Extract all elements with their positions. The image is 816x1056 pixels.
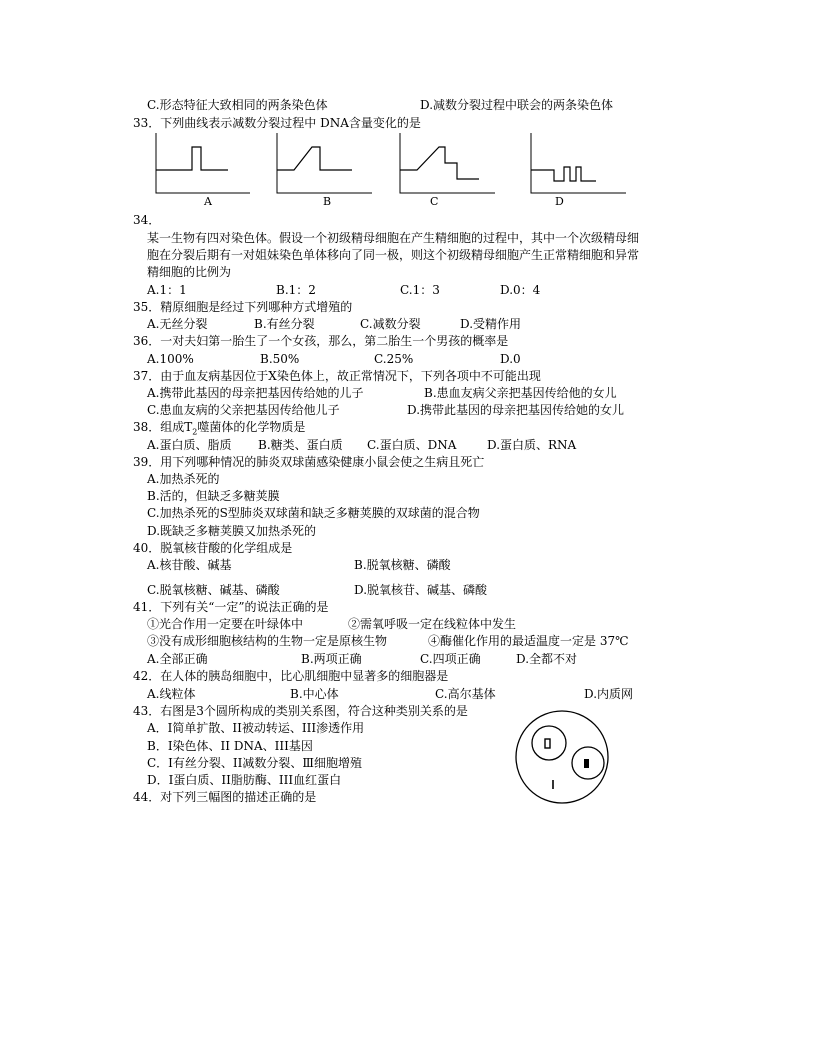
q43-option-c: C．I有丝分裂、II减数分裂、Ⅲ细胞增殖 xyxy=(147,756,362,770)
q32-option-c: C.形态特征大致相同的两条染色体 xyxy=(147,98,328,112)
q41-statement-2: ②需氧呼吸一定在线粒体中发生 xyxy=(348,617,517,631)
q39-option-c: C.加热杀死的S型肺炎双球菌和缺乏多糖荚膜的双球菌的混合物 xyxy=(147,506,480,520)
q41-statement-1: ①光合作用一定要在叶绿体中 xyxy=(147,617,304,631)
q34-stem-line3: 精细胞的比例为 xyxy=(147,265,232,279)
q34-stem-line2: 胞在分裂后期有一对姐妹染色单体移向了同一极，则这个初级精母细胞产生正常精细胞和异常 xyxy=(147,248,640,262)
q42-option-d: D.内质网 xyxy=(584,687,634,701)
q34-stem-line1: 某一生物有四对染色体。假设一个初级精母细胞在产生精细胞的过程中，其中一个次级精母细 xyxy=(147,231,640,245)
q39-option-a: A.加热杀死的 xyxy=(147,472,220,486)
q33-label-d: D xyxy=(555,195,564,208)
q43-option-a: A．I简单扩散、II被动转运、III渗透作用 xyxy=(147,721,365,735)
q33-graph-a xyxy=(150,133,250,197)
q39-option-d: D.既缺乏多糖荚膜又加热杀死的 xyxy=(147,524,317,538)
q34-number: 34． xyxy=(133,213,161,227)
q42-option-b: B.中心体 xyxy=(290,687,339,701)
q40-option-d: D.脱氧核苷、碱基、磷酸 xyxy=(354,583,488,597)
q35-option-b: B.有丝分裂 xyxy=(254,317,315,331)
q43-stem: 43．右图是3个圆所构成的类别关系图，符合这种类别关系的是 xyxy=(133,704,468,718)
q37-stem: 37．由于血友病基因位于X染色体上，故正常情况下，下列各项中不可能出现 xyxy=(133,369,541,383)
q32-option-d: D.减数分裂过程中联会的两条染色体 xyxy=(420,98,614,112)
q41-statement-3: ③没有成形细胞核结构的生物一定是原核生物 xyxy=(147,634,388,648)
q33-label-b: B xyxy=(323,195,332,208)
q39-option-b: B.活的，但缺乏多糖荚膜 xyxy=(147,489,280,503)
q43-option-b: B．I染色体、II DNA、III基因 xyxy=(147,739,313,753)
q37-option-a: A.携带此基因的母亲把基因传给她的儿子 xyxy=(147,386,364,400)
q36-option-a: A.100% xyxy=(147,352,194,366)
q38-stem: 38．组成$T_2$噬菌体的化学物质是 xyxy=(133,420,306,437)
q42-stem: 42．在人体的胰岛细胞中，比心肌细胞中显著多的细胞器是 xyxy=(133,669,449,683)
q43-venn-diagram xyxy=(515,705,615,809)
q41-option-a: A.全部正确 xyxy=(147,652,208,666)
q37-option-b: B.患血友病父亲把基因传给他的女儿 xyxy=(424,386,617,400)
q37-option-d: D.携带此基因的母亲把基因传给她的女儿 xyxy=(407,403,625,417)
q41-statement-4: ④酶催化作用的最适温度一定是 37℃ xyxy=(428,634,629,648)
q36-option-d: D.0 xyxy=(500,352,521,366)
q34-option-c: C.1：3 xyxy=(400,283,440,297)
q33-graph-c xyxy=(395,133,495,197)
q37-option-c: C.患血友病的父亲把基因传给他儿子 xyxy=(147,403,340,417)
q35-option-d: D.受精作用 xyxy=(460,317,522,331)
q42-option-a: A.线粒体 xyxy=(147,687,196,701)
q33-stem: 33．下列曲线表示减数分裂过程中 DNA含量变化的是 xyxy=(133,116,421,130)
q41-option-d: D.全都不对 xyxy=(516,652,578,666)
q33-label-c: C xyxy=(430,195,439,208)
q41-option-c: C.四项正确 xyxy=(420,652,481,666)
q44-stem: 44．对下列三幅图的描述正确的是 xyxy=(133,790,317,804)
q34-option-d: D.0：4 xyxy=(500,283,541,297)
q38-option-b: B.糖类、蛋白质 xyxy=(258,438,343,452)
q40-stem: 40．脱氧核苷酸的化学组成是 xyxy=(133,541,293,555)
q43-circle-left xyxy=(532,726,566,760)
q33-graph-b xyxy=(272,133,372,197)
q36-stem: 36．一对夫妇第一胎生了一个女孩，那么，第二胎生一个男孩的概率是 xyxy=(133,334,509,348)
q33-graph-d xyxy=(526,133,626,197)
q40-option-b: B.脱氧核糖、磷酸 xyxy=(354,558,451,572)
q43-option-d: D．I蛋白质、II脂肪酶、III血红蛋白 xyxy=(147,773,342,787)
q41-option-b: B.两项正确 xyxy=(301,652,362,666)
q42-option-c: C.高尔基体 xyxy=(435,687,496,701)
q34-option-b: B.1：2 xyxy=(276,283,316,297)
q34-option-a: A.1：1 xyxy=(147,283,187,297)
q36-option-c: C.25% xyxy=(374,352,414,366)
q33-label-a: A xyxy=(204,195,212,208)
q40-option-c: C.脱氧核糖、碱基、磷酸 xyxy=(147,583,280,597)
q40-option-a: A.核苷酸、碱基 xyxy=(147,558,232,572)
q35-stem: 35．精原细胞是经过下列哪种方式增殖的 xyxy=(133,300,353,314)
q38-option-c: C.蛋白质、DNA xyxy=(367,438,457,452)
q41-stem: 41．下列有关“一定”的说法正确的是 xyxy=(133,600,329,614)
q38-option-d: D.蛋白质、RNA xyxy=(487,438,577,452)
q38-option-a: A.蛋白质、脂质 xyxy=(147,438,232,452)
q36-option-b: B.50% xyxy=(260,352,300,366)
q39-stem: 39．用下列哪种情况的肺炎双球菌感染健康小鼠会使之生病且死亡 xyxy=(133,455,485,469)
q43-circle-outer xyxy=(516,711,608,803)
q35-option-c: C.减数分裂 xyxy=(360,317,421,331)
q35-option-a: A.无丝分裂 xyxy=(147,317,208,331)
